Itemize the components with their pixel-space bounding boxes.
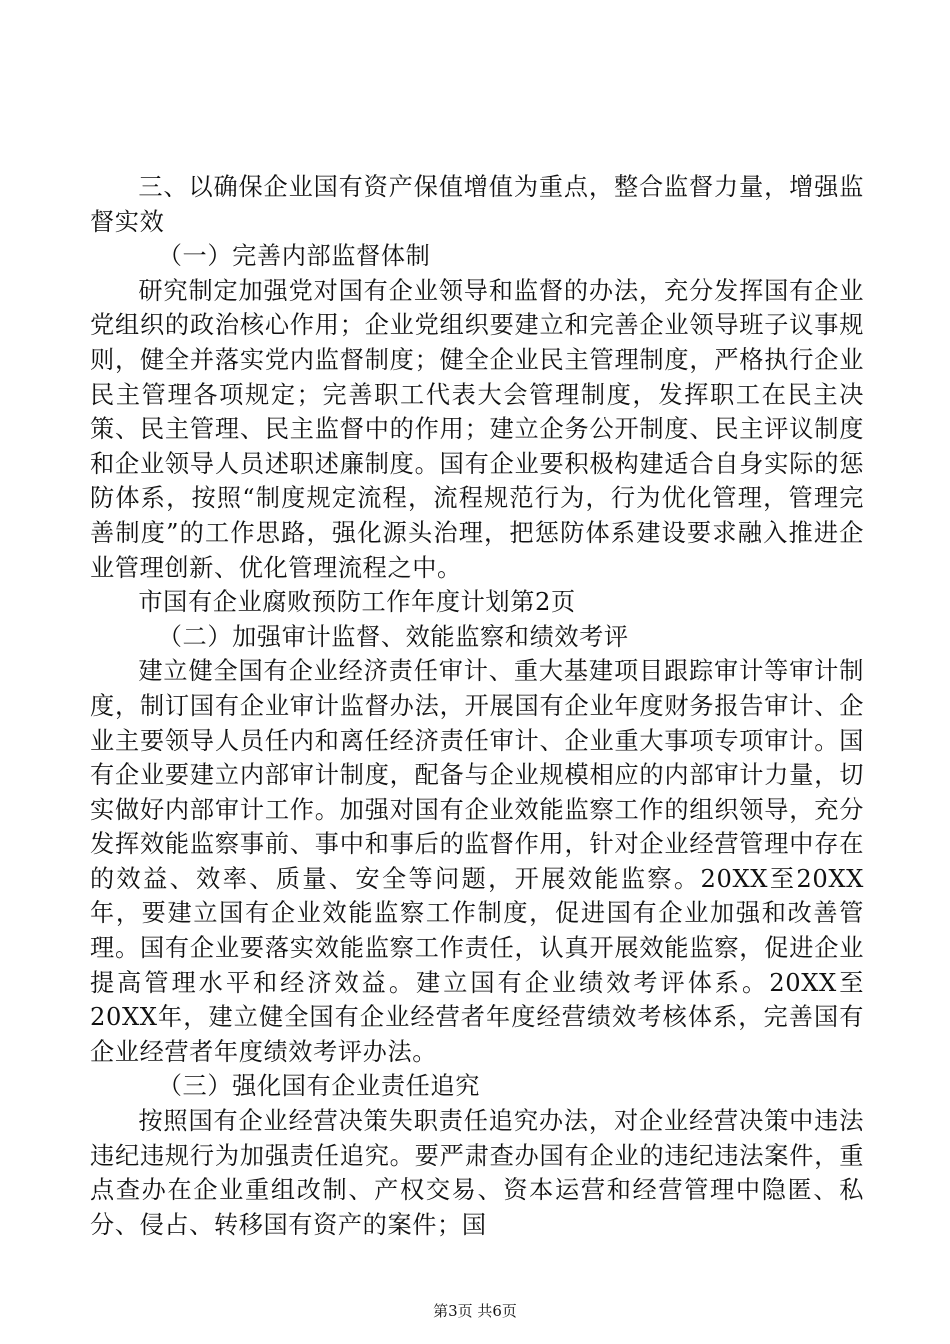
subheading-1: （一）完善内部监督体制 <box>157 242 431 271</box>
paragraph-audit-supervision: 建立健全国有企业经济责任审计、重大基建项目跟踪审计等审计制度，制订国有企业审计监督办法，开展国有企业年度财务报告审计、企业主要领导人员任内和离任经济责任审计、企业重大事项专项审计。国有企业要建立内部审计制度，配备与企业规模相应的内部审计力量，切实做好内部审计工作。加强对国有企业效能监察工作的组织领导，充分发挥效能监察事前、事中和事后的监督作用，针对企业经营管理中存在的效益、效率、质量、安全等问题，开展效能监察。20XX至20XX年，要建立国有企业效能监察工作制度，促进国有企业加强和改善管理。国有企业要落实效能监察工作责任，认真开展效能监察，促进企业提高管理水平和经济效益。建立国有企业绩效考评体系。20XX至20XX年，建立健全国有企业经营者年度经营绩效考核体系，完善国有企业经营者年度绩效考评办法。 <box>90 657 864 1066</box>
paragraph-internal-supervision: 研究制定加强党对国有企业领导和监督的办法，充分发挥国有企业党组织的政治核心作用；企业党组织要建立和完善企业领导班子议事规则，健全并落实党内监督制度；健全企业民主管理制度，严格执行企业民主管理各项规定；完善职工代表大会管理制度，发挥职工在民主决策、民主管理、民主监督中的作用；建立企务公开制度、民主评议制度和企业领导人员述职述廉制度。国有企业要积极构建适合自身实际的惩防体系，按照“制度规定流程，流程规范行为，行为优化管理，管理完善制度”的工作思路，强化源头治理，把惩防体系建设要求融入推进企业管理创新、优化管理流程之中。 <box>90 276 864 582</box>
paragraph-accountability: 按照国有企业经营决策失职责任追究办法，对企业经营决策中违法违纪违规行为加强责任追究。要严肃查办国有企业的违纪违法案件，重点查办在企业重组改制、产权交易、资本运营和经营管理中隐匿、私分、侵占、转移国有资产的案件；国 <box>90 1107 864 1239</box>
section-heading-3: 三、以确保企业国有资产保值增值为重点，整合监督力量，增强监督实效 <box>90 173 864 236</box>
page-marker-line: 市国有企业腐败预防工作年度计划第2页 <box>138 588 576 617</box>
subheading-3: （三）强化国有企业责任追究 <box>157 1072 480 1101</box>
document-body <box>90 170 864 1242</box>
subheading-2: （二）加强审计监督、效能监察和绩效考评 <box>157 622 629 651</box>
page-footer: 第3页 共6页 <box>433 1302 517 1320</box>
